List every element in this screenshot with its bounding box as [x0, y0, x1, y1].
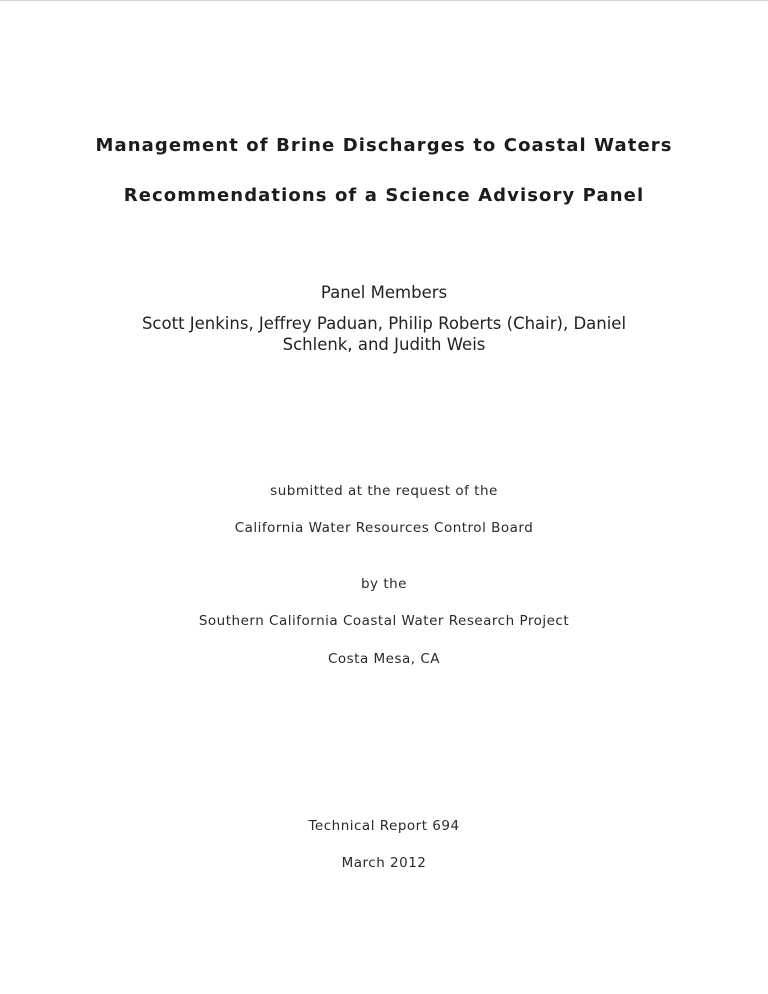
panel-members-heading: Panel Members — [320, 283, 448, 302]
panel-members-line-1: Scott Jenkins, Jeffrey Paduan, Philip Roberts (Chair), Daniel — [141, 314, 627, 333]
submitted-text: submitted at the request of the — [270, 483, 498, 499]
by-text: by the — [360, 576, 407, 592]
document-subtitle: Recommendations of a Science Advisory Panel — [123, 185, 645, 206]
report-date: March 2012 — [341, 855, 427, 871]
document-title: Management of Brine Discharges to Coastal Waters — [95, 135, 673, 156]
panel-members-list — [0, 313, 768, 355]
panel-members-line-2: Schlenk, and Judith Weis — [282, 335, 486, 354]
report-number: Technical Report 694 — [308, 818, 460, 834]
board-name: California Water Resources Control Board — [234, 520, 534, 536]
location: Costa Mesa, CA — [327, 651, 441, 667]
project-name: Southern California Coastal Water Research Project — [198, 613, 570, 629]
